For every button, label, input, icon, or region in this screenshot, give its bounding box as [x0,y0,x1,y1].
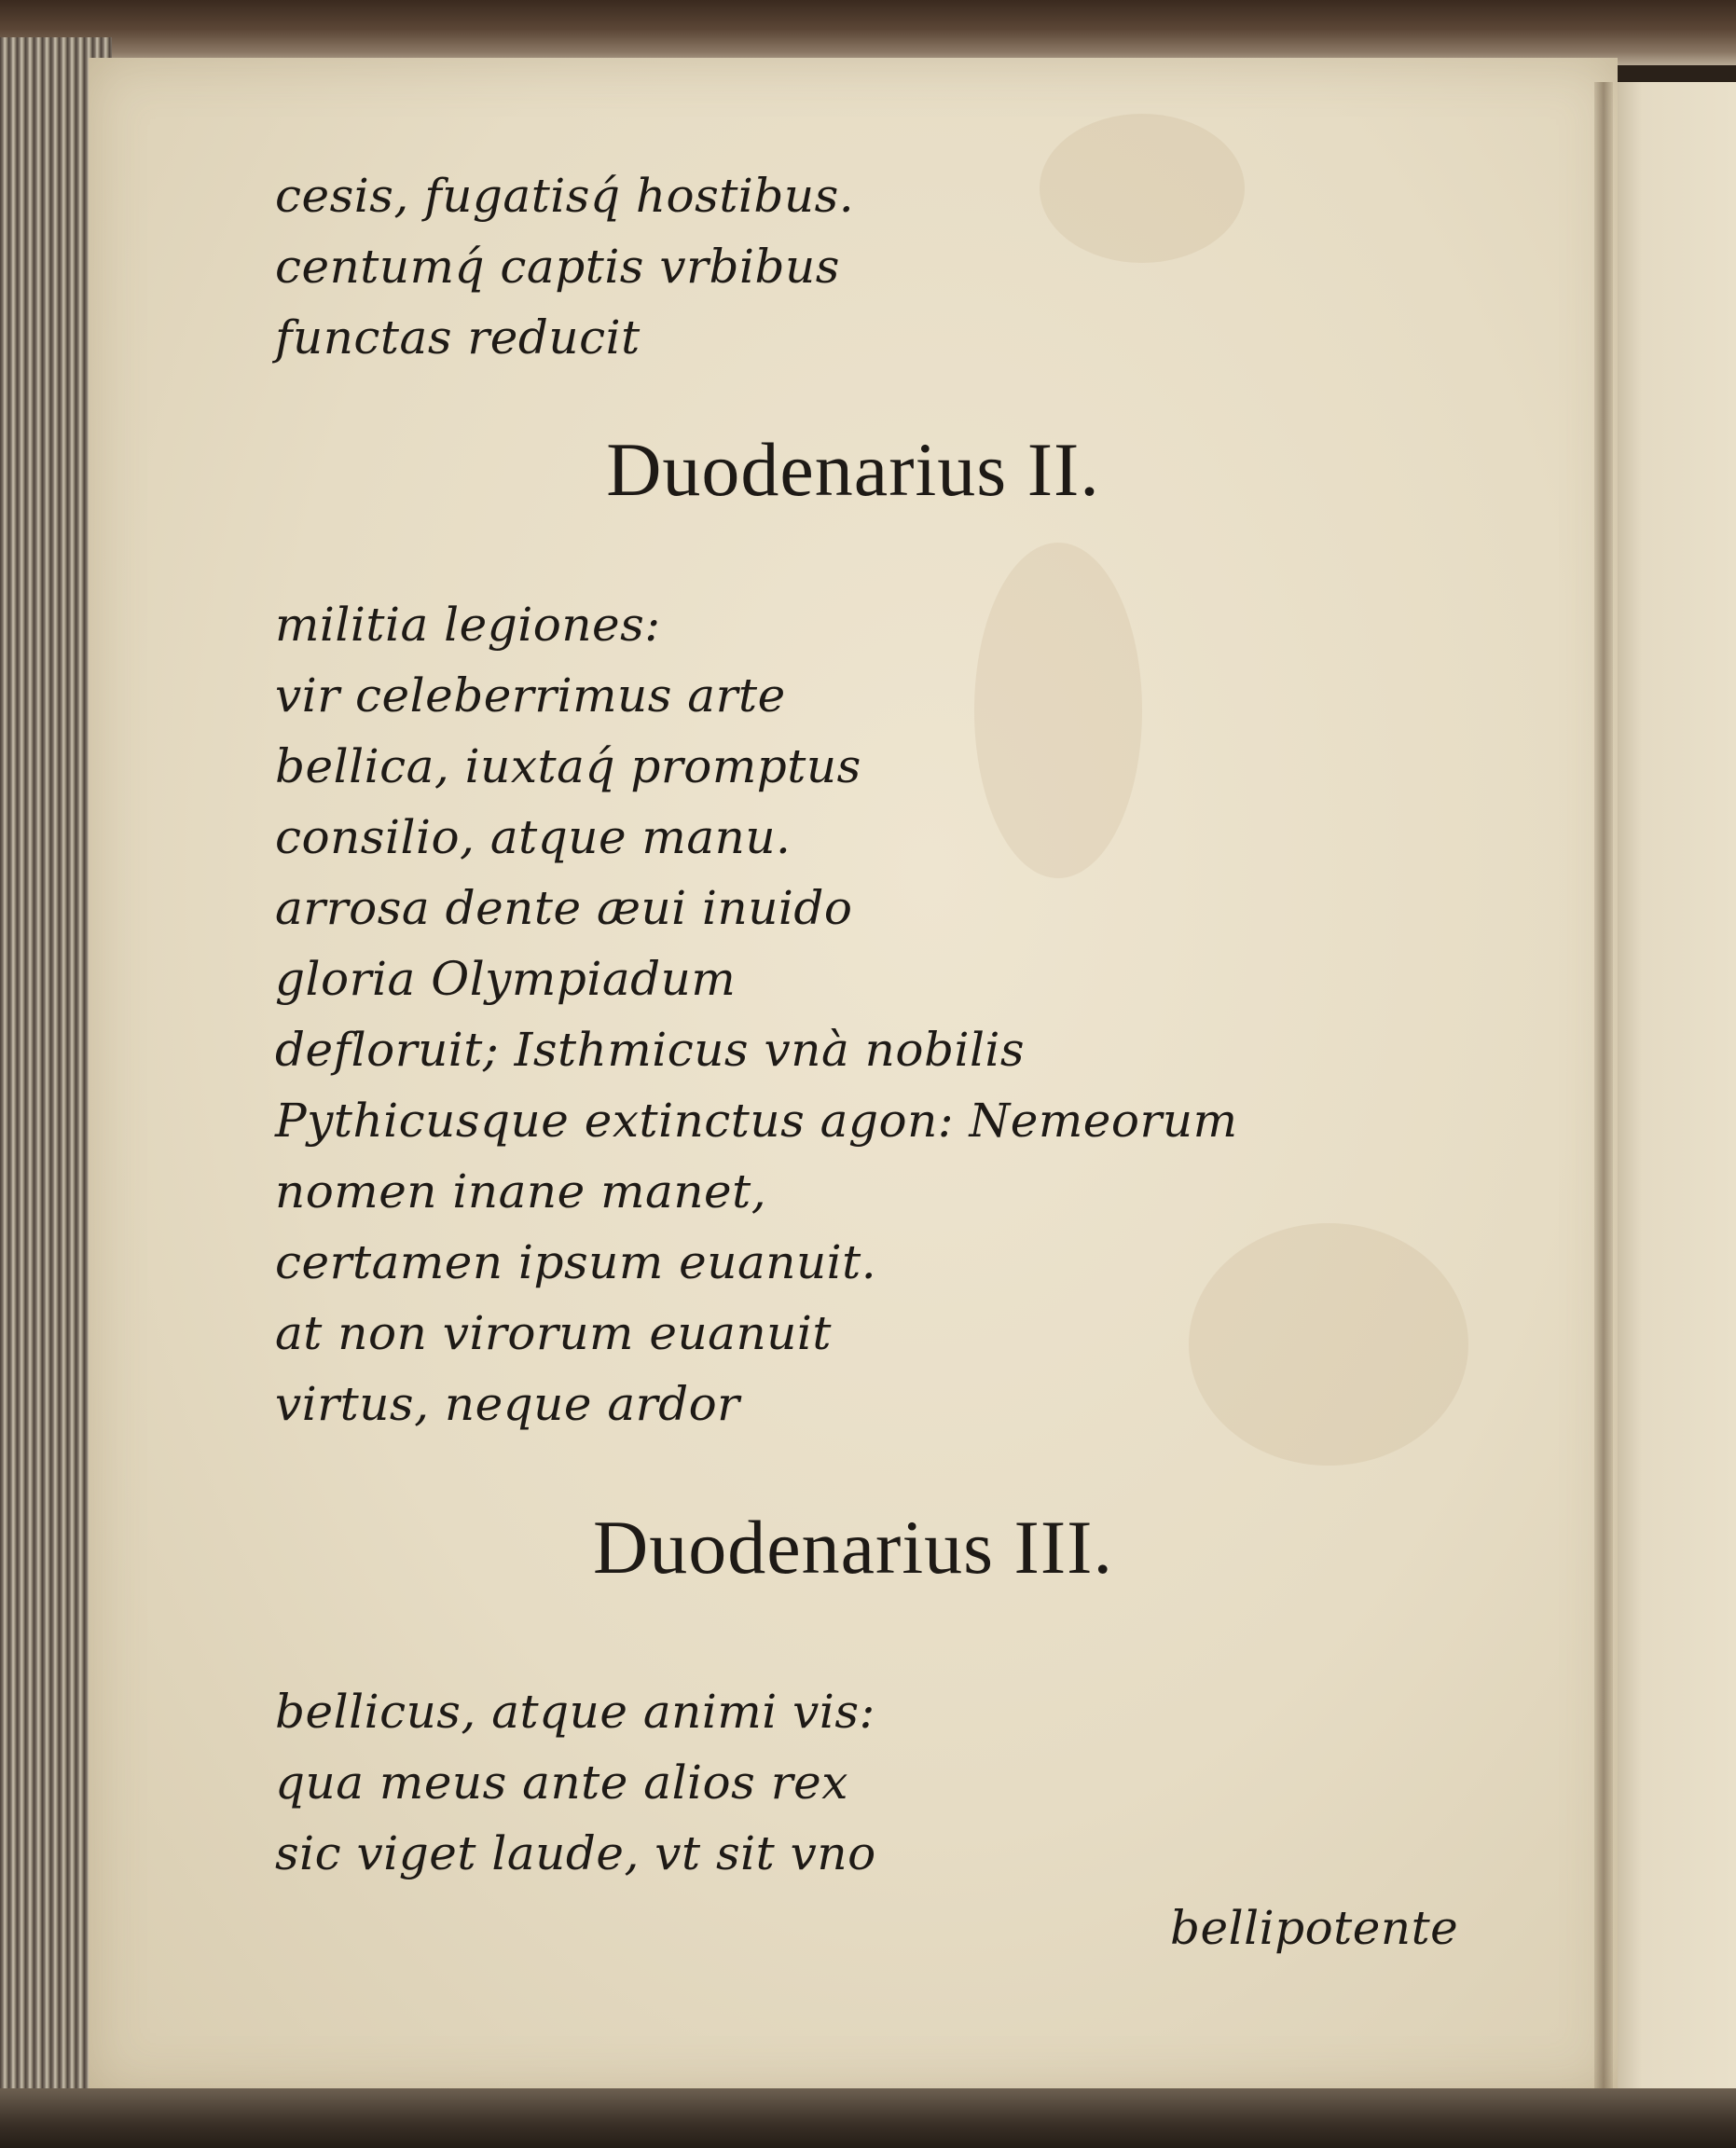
section-heading-3: Duodenarius III. [593,1505,1113,1590]
text-line: certamen ipsum euanuit. [275,1235,877,1289]
text-line: defloruit; Isthmicus vnà nobilis [275,1023,1026,1077]
text-line: cesis, fugatisq́ hostibus. [275,169,855,223]
text-line: nomen inane manet, [275,1164,767,1219]
page-gutter [1594,82,1613,2096]
text-line: Pythicusque extinctus agon: Nemeorum [275,1094,1238,1148]
text-line: at non virorum euanuit [275,1306,832,1360]
text-line: centumq́ captis vrbibus [275,240,840,294]
book-page [89,58,1618,2095]
page-text [89,58,1618,2095]
text-line: sic viget laude, vt sit vno [275,1826,876,1880]
text-line: gloria Olympiadum [275,952,737,1006]
catchword: bellipotente [1170,1901,1459,1955]
bottom-edge [0,2088,1736,2148]
text-line: bellica, iuxtaq́ promptus [275,739,861,793]
text-line: bellicus, atque animi vis: [275,1685,875,1739]
text-line: arrosa dente æui inuido [275,881,853,935]
facing-page [1602,82,1736,2096]
text-line: vir celeberrimus arte [275,668,786,723]
section-heading-2: Duodenarius II. [606,427,1100,512]
text-line: qua meus ante alios rex [275,1756,848,1810]
text-line: virtus, neque ardor [275,1377,740,1431]
text-line: consilio, atque manu. [275,810,792,864]
text-line: militia legiones: [275,598,661,652]
text-line: functas reducit [275,310,641,365]
binding-top-edge [0,0,1736,65]
